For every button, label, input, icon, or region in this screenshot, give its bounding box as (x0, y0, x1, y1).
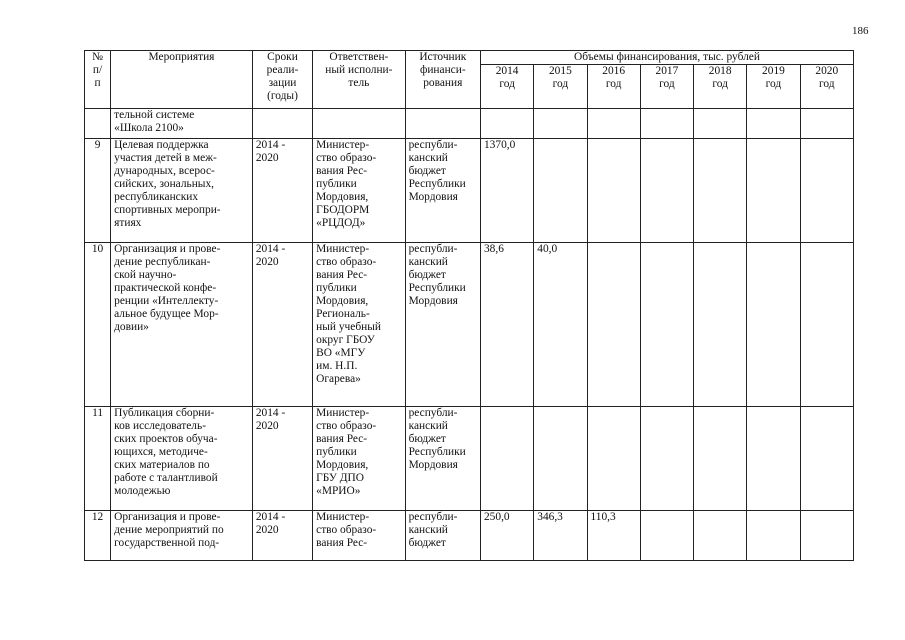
row-terms (252, 109, 312, 139)
row-value (694, 511, 747, 561)
row-value (747, 243, 800, 407)
row-value (694, 407, 747, 511)
row-value (534, 109, 587, 139)
header-year: 2015 год (534, 65, 587, 109)
page-number: 186 (852, 25, 869, 37)
row-num: 12 (85, 511, 111, 561)
row-value (747, 407, 800, 511)
header-year: 2019 год (747, 65, 800, 109)
row-value: 250,0 (480, 511, 533, 561)
header-event: Мероприятия (111, 51, 253, 109)
header-funding: Объемы финансирования, тыс. рублей (480, 51, 853, 65)
row-value (800, 243, 853, 407)
row-value (534, 407, 587, 511)
row-value (800, 109, 853, 139)
header-source: Источник финанси- рования (405, 51, 480, 109)
row-event: Организация и прове- дение республикан- ской научно- практической конфе- ренции «Интеллекту- альное будущее Мор- довии» (111, 243, 253, 407)
row-value (640, 407, 693, 511)
row-num: 10 (85, 243, 111, 407)
row-terms: 2014 - 2020 (252, 139, 312, 243)
row-event: Целевая поддержка участия детей в меж- дународных, всерос- сийских, зональных, республиканских спортивных меропри- ятиях (111, 139, 253, 243)
header-year: 2017 год (640, 65, 693, 109)
row-value (480, 407, 533, 511)
row-terms: 2014 - 2020 (252, 243, 312, 407)
row-source: республи- канский бюджет Республики Мордовия (405, 407, 480, 511)
row-terms: 2014 - 2020 (252, 407, 312, 511)
header-executor: Ответствен- ный исполни- тель (313, 51, 405, 109)
row-value (640, 243, 693, 407)
row-value (694, 109, 747, 139)
table-row (85, 511, 854, 561)
row-source: республи- канский бюджет Республики Мордовия (405, 243, 480, 407)
table-row (85, 139, 854, 243)
table-row (85, 243, 854, 407)
row-value (640, 511, 693, 561)
row-event: тельной системе «Школа 2100» (111, 109, 253, 139)
row-terms: 2014 - 2020 (252, 511, 312, 561)
row-value: 40,0 (534, 243, 587, 407)
row-value (640, 139, 693, 243)
row-value (747, 139, 800, 243)
row-executor: Министер- ство образо- вания Рес- публики Мордовия, ГБУ ДПО «МРИО» (313, 407, 405, 511)
row-value (587, 243, 640, 407)
row-value (534, 139, 587, 243)
header-year: 2016 год (587, 65, 640, 109)
row-num (85, 109, 111, 139)
row-executor (313, 109, 405, 139)
row-source (405, 109, 480, 139)
row-value (747, 109, 800, 139)
table-row (85, 109, 854, 139)
row-value: 38,6 (480, 243, 533, 407)
row-value (480, 109, 533, 139)
header-year: 2020 год (800, 65, 853, 109)
row-value (800, 407, 853, 511)
row-value (694, 243, 747, 407)
table-row (85, 407, 854, 511)
header-num: № п/ п (85, 51, 111, 109)
row-value (800, 139, 853, 243)
row-value (747, 511, 800, 561)
row-value (640, 109, 693, 139)
row-source: республи- канский бюджет Республики Мордовия (405, 139, 480, 243)
row-value (587, 139, 640, 243)
row-value: 1370,0 (480, 139, 533, 243)
row-value (587, 407, 640, 511)
row-value: 110,3 (587, 511, 640, 561)
row-value (800, 511, 853, 561)
header-year: 2014 год (480, 65, 533, 109)
row-executor: Министер- ство образо- вания Рес- (313, 511, 405, 561)
row-num: 9 (85, 139, 111, 243)
funding-table (84, 50, 854, 561)
row-num: 11 (85, 407, 111, 511)
row-event: Публикация сборни- ков исследователь- ских проектов обуча- ющихся, методиче- ских материалов по работе с талантливой молодежью (111, 407, 253, 511)
row-executor: Министер- ство образо- вания Рес- публики Мордовия, Региональ- ный учебный округ ГБОУ ВО «МГУ им. Н.П. Огарева» (313, 243, 405, 407)
row-value (587, 109, 640, 139)
row-executor: Министер- ство образо- вания Рес- публики Мордовия, ГБОДОРМ «РЦДОД» (313, 139, 405, 243)
header-terms: Сроки реали- зации (годы) (252, 51, 312, 109)
row-value (694, 139, 747, 243)
row-value: 346,3 (534, 511, 587, 561)
row-event: Организация и прове- дение мероприятий по государственной под- (111, 511, 253, 561)
row-source: республи- канский бюджет (405, 511, 480, 561)
header-year: 2018 год (694, 65, 747, 109)
